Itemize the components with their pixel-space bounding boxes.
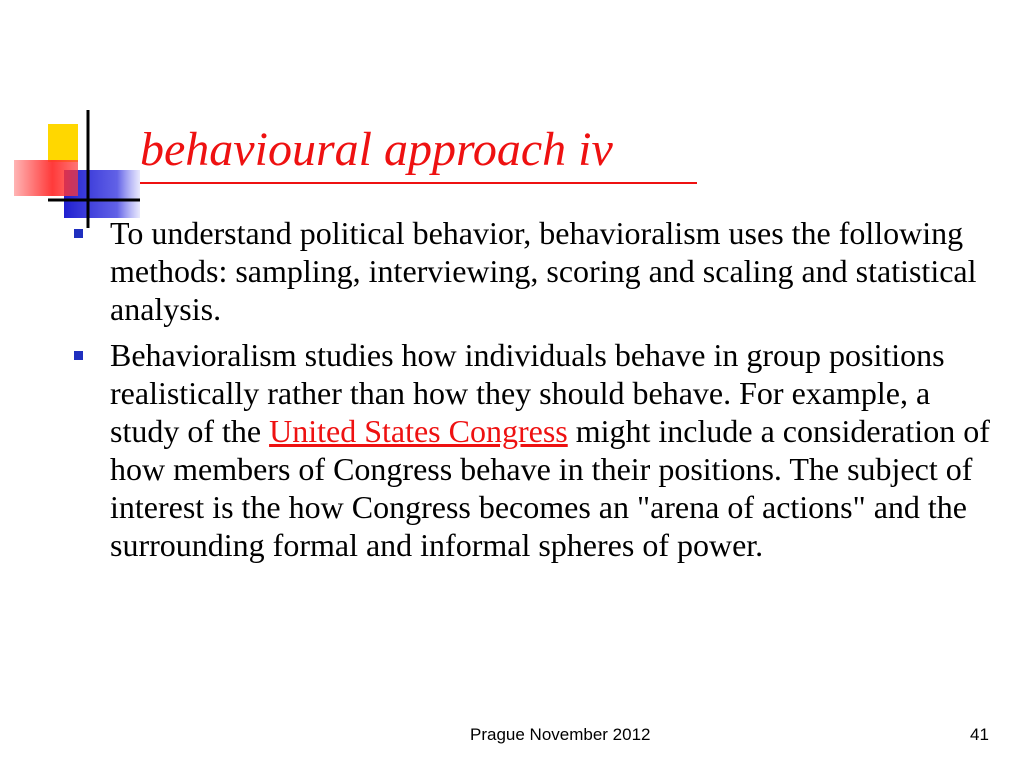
bullet-square-icon <box>74 229 83 238</box>
bullet-text-before-link: Behavioralism studies how individuals behave in group positions realistically rather than how they should behave. For example, a study of the <box>110 337 945 449</box>
bullet-item-methods <box>70 214 1000 328</box>
slide-title: behavioural approach iv <box>140 123 613 176</box>
deco-yellow-square <box>48 124 78 162</box>
bullet-list <box>70 214 1000 572</box>
bullet-square-icon <box>74 351 83 360</box>
page-number: 41 <box>970 725 989 744</box>
bullet-text: To understand political behavior, behavioralism uses the following methods: sampling, interviewing, scoring and scaling and statistical analysis. <box>110 215 977 327</box>
united-states-congress-link[interactable]: United States Congress <box>269 413 568 449</box>
title-underline <box>140 182 697 184</box>
deco-red-bar <box>14 160 78 196</box>
footer-text: Prague November 2012 <box>470 725 651 744</box>
bullet-item-behavior <box>70 336 1000 564</box>
decorative-corner-graphic <box>0 0 140 230</box>
bullet-text-after-link: might include a consideration of how members of Congress behave in their positions. The subject of interest is the how Congress becomes an "arena of actions" and the surrounding formal and informal spheres of power. <box>110 413 990 563</box>
